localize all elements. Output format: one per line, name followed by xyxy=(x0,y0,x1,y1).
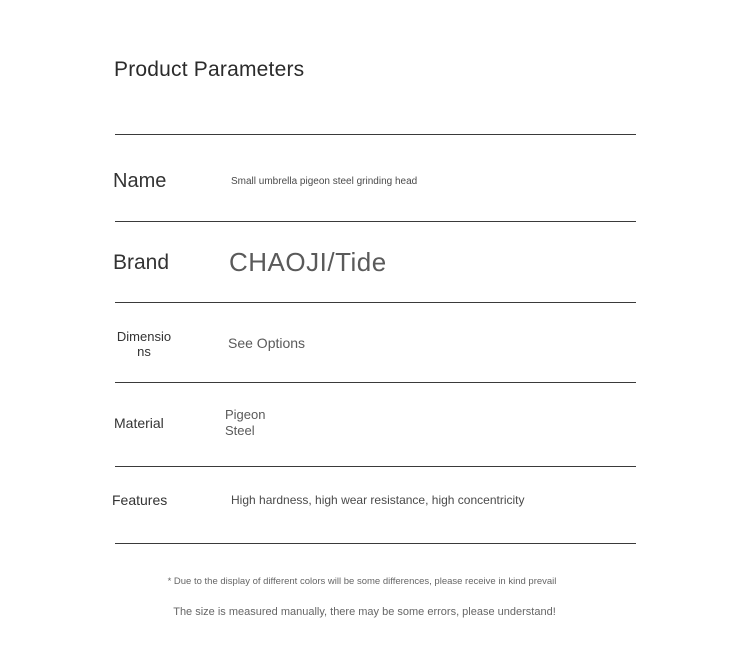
divider xyxy=(115,543,636,544)
param-label-material: Material xyxy=(114,415,164,431)
param-value-dimensions: See Options xyxy=(228,335,306,351)
param-value-features: High hardness, high wear resistance, high concentricity xyxy=(231,493,525,507)
divider xyxy=(115,134,636,135)
page-title: Product Parameters xyxy=(114,58,305,81)
param-value-brand: CHAOJI/Tide xyxy=(229,247,387,277)
param-value-name: Small umbrella pigeon steel grinding head xyxy=(231,176,418,187)
divider xyxy=(115,302,636,303)
divider xyxy=(115,466,636,467)
param-label-brand: Brand xyxy=(113,251,170,274)
divider xyxy=(115,221,636,222)
divider xyxy=(115,382,636,383)
color-disclaimer-note: * Due to the display of different colors will be some differences, please receive in kind prevail xyxy=(167,576,557,587)
param-label-dimensions: Dimensions xyxy=(116,329,172,359)
param-label-features: Features xyxy=(112,492,168,508)
size-disclaimer-note: The size is measured manually, there may be some errors, please understand! xyxy=(173,606,556,618)
param-label-name: Name xyxy=(113,170,167,192)
param-value-material: Pigeon Steel xyxy=(225,407,266,438)
